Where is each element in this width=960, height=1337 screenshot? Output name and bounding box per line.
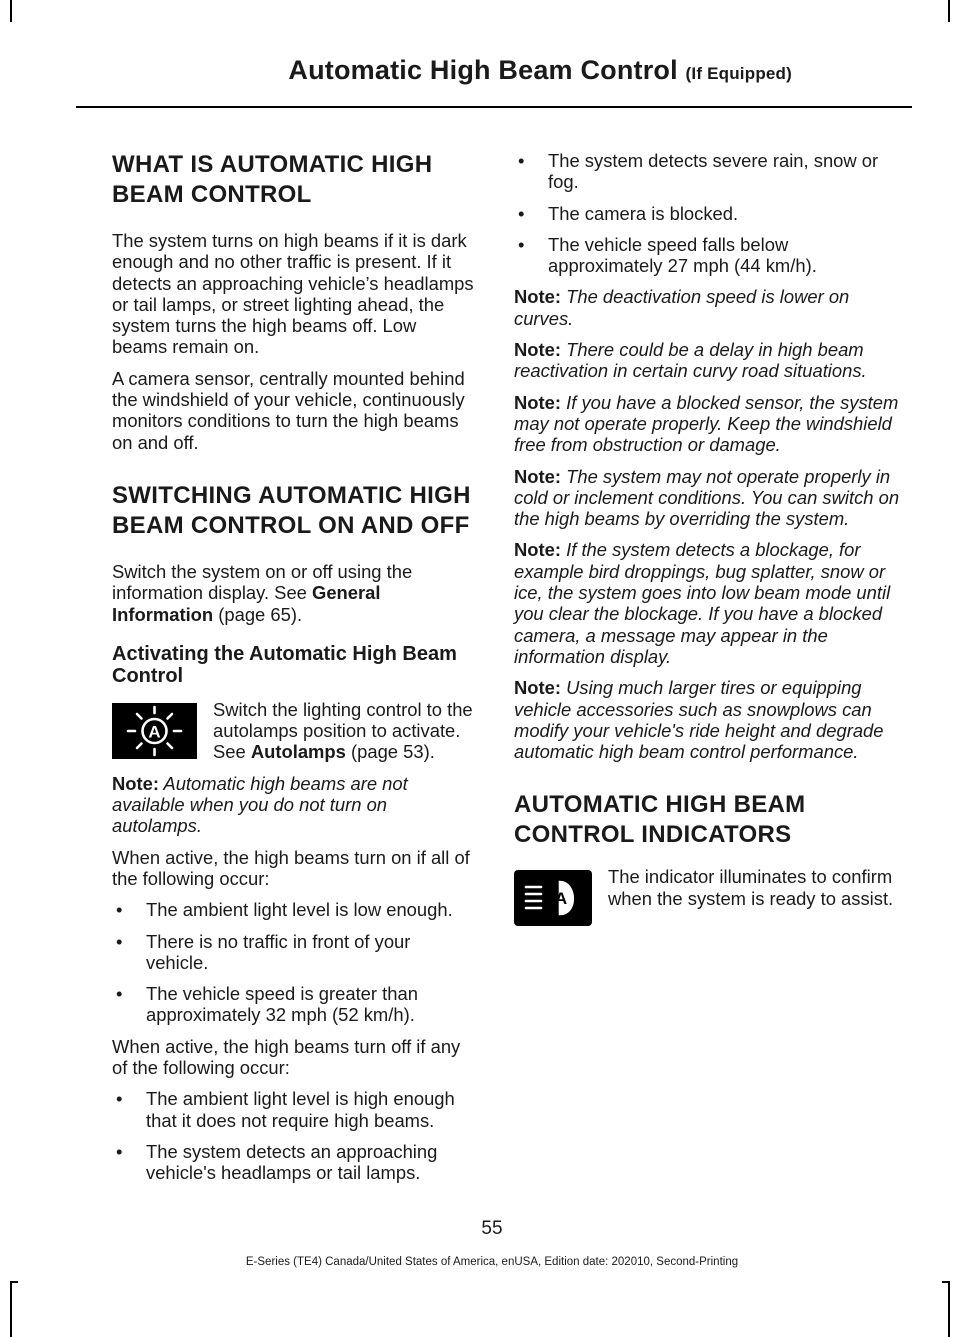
right-column: [514, 150, 906, 936]
note-label: Note:: [514, 465, 561, 487]
page-title-suffix: (If Equipped): [685, 64, 792, 83]
list-item: • The vehicle speed falls below approximately 27 mph (44 km/h).: [514, 234, 906, 277]
autolamp-icon: [112, 703, 197, 759]
note-label: Note:: [514, 339, 561, 361]
note-label: Note:: [514, 286, 561, 308]
list-turn-off: [112, 1088, 474, 1183]
list-item: • The vehicle speed is greater than approximately 32 mph (52 km/h).: [112, 983, 474, 1026]
note: [514, 286, 906, 329]
page-title: [288, 55, 792, 86]
crop-mark-bottom-left-h: [10, 1281, 18, 1283]
paragraph: When active, the high beams turn off if any of the following occur:: [112, 1035, 461, 1079]
note: [514, 539, 906, 667]
paragraph-text: Switch the system on or off using the information display. See: [112, 560, 413, 604]
note-text: Automatic high beams are not available when you do not turn on autolamps.: [112, 772, 408, 837]
list-item: • The ambient light level is high enough that it does not require high beams.: [112, 1088, 474, 1131]
note-label: Note:: [514, 539, 561, 561]
note-text: Using much larger tires or equipping vehicle accessories such as snowplows can modify your vehicle's ride height and degrade automatic high beam control performance.: [514, 677, 884, 763]
crop-mark-bottom-right: [948, 1281, 950, 1337]
list-item: • The system detects an approaching vehicle's headlamps or tail lamps.: [112, 1141, 474, 1184]
section-heading-switching: [112, 481, 474, 541]
list-item: • The camera is blocked.: [514, 203, 906, 224]
note: [514, 392, 906, 456]
paragraph: When active, the high beams turn on if all of the following occur:: [112, 846, 470, 889]
note-label: Note:: [514, 391, 561, 413]
heading-line: SWITCHING AUTOMATIC HIGH: [112, 481, 471, 509]
paragraph-text: Switch the lighting control to the autolamps position to activate. See: [213, 698, 473, 763]
page-title-text: Automatic High Beam Control: [288, 55, 678, 85]
xref-autolamps[interactable]: Autolamps: [250, 741, 346, 763]
heading-line: CONTROL INDICATORS: [514, 821, 792, 849]
note-label: Note:: [514, 677, 561, 699]
list-turn-off-continued: [514, 150, 906, 276]
crop-mark-bottom-left: [10, 1281, 12, 1337]
note-label: Note:: [112, 772, 159, 794]
header-rule: [76, 106, 912, 108]
note-text: If you have a blocked sensor, the system may not operate properly. Keep the windshield free from obstruction or damage.: [514, 391, 899, 456]
paragraph: A camera sensor, centrally mounted behind the windshield of your vehicle, continuously monitors conditions to turn the high beams on and off.: [112, 367, 465, 453]
note-text: The deactivation speed is lower on curves.: [514, 286, 850, 329]
left-column: [112, 150, 474, 1194]
heading-line: BEAM CONTROL: [112, 181, 312, 208]
list-item: • There is no traffic in front of your vehicle.: [112, 931, 474, 974]
note-text: There could be a delay in high beam reactivation in certain curvy road situations.: [514, 339, 867, 382]
note: [514, 466, 906, 530]
sub-heading-activating: Activating the Automatic High Beam Control: [112, 642, 457, 687]
section-heading-what-is: [112, 150, 474, 210]
autolamp-row: [112, 698, 474, 763]
page-number: 55: [481, 1218, 503, 1239]
heading-line: AUTOMATIC HIGH BEAM: [514, 791, 806, 819]
paragraph: The system turns on high beams if it is dark enough and no other traffic is present. If it detects an approaching vehicle’s headlamps or tail lamps, or street lighting ahead, the system turns the high beams off. Low beams remain on.: [112, 230, 474, 358]
indicator-text: The indicator illuminates to confirm when the system is ready to assist.: [608, 866, 894, 909]
indicator-icon-glyph: A: [554, 889, 568, 909]
heading-line: BEAM CONTROL ON AND OFF: [112, 511, 470, 539]
list-turn-on: [112, 899, 474, 1025]
edition-line: E-Series (TE4) Canada/United States of America, enUSA, Edition date: 202010, Second-Printing: [245, 1256, 739, 1268]
xref-general-information[interactable]: General Information: [112, 582, 381, 625]
indicator-row: [514, 866, 906, 926]
crop-mark-top-right: [948, 0, 950, 22]
auto-high-beam-indicator-icon: [514, 870, 592, 926]
heading-line: WHAT IS AUTOMATIC HIGH: [112, 151, 433, 178]
list-item: • The ambient light level is low enough.: [112, 899, 474, 920]
note-text: If the system detects a blockage, for example bird droppings, bug splatter, snow or ice, the system goes into low beam mode until you clear the blockage. If you have a blocked camera, a message may appear in the information display.: [514, 539, 891, 667]
page-ref: (page 53).: [345, 741, 435, 763]
list-item: • The system detects severe rain, snow or fog.: [514, 150, 906, 193]
note: [112, 773, 474, 837]
autolamp-icon-glyph: A: [148, 722, 161, 742]
paragraph: [112, 561, 474, 625]
autolamp-text: [213, 699, 474, 763]
note: [514, 339, 906, 382]
page-ref: (page 65).: [213, 603, 303, 625]
note-text: The system may not operate properly in cold or inclement conditions. You can switch on the high beams by overriding the system.: [514, 465, 900, 530]
section-heading-indicators: [514, 790, 906, 850]
crop-mark-bottom-right-h: [942, 1281, 950, 1283]
note: [514, 677, 906, 762]
crop-mark-top-left: [10, 0, 12, 22]
